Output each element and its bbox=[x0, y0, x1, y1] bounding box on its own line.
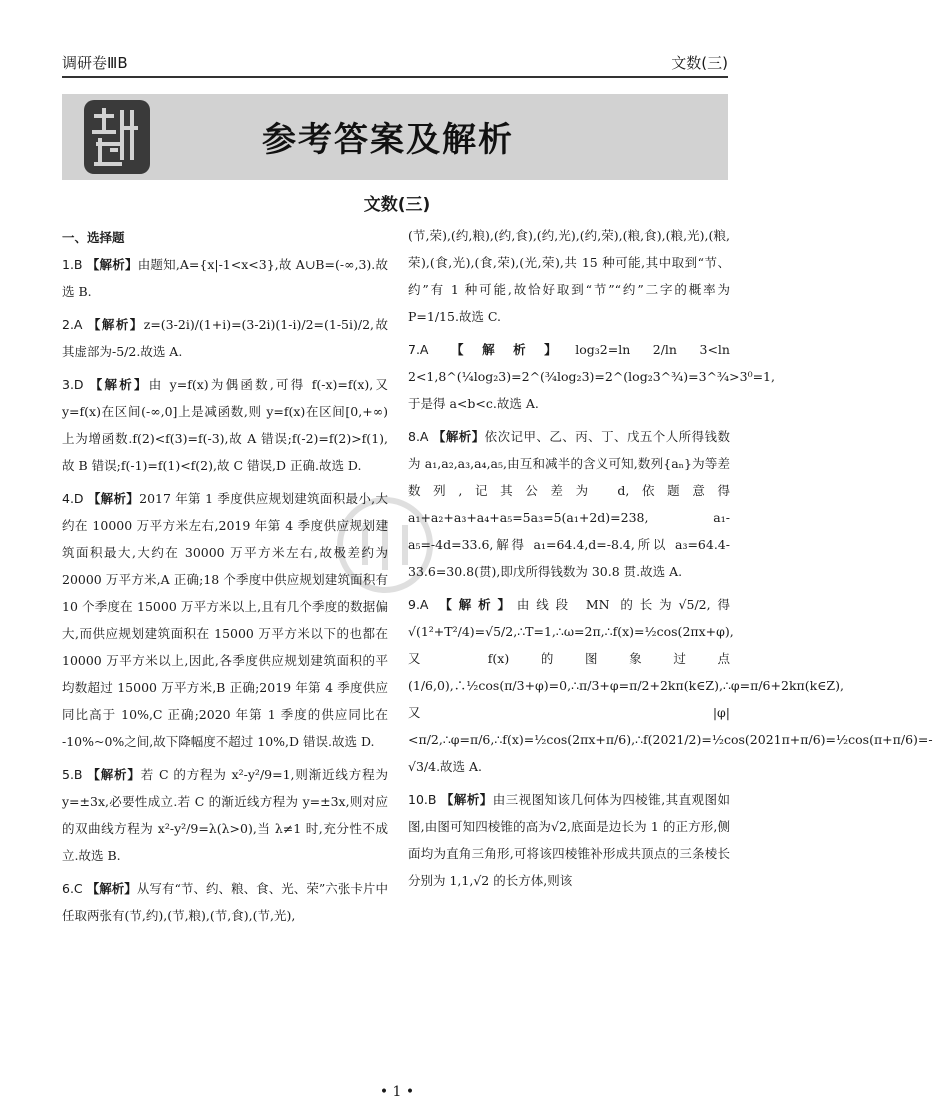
answer-text: 2017 年第 1 季度供应规划建筑面积最小,大约在 10000 万平方米左右,2019 年第 4 季度供应规划建筑面积最大,大约在 30000 万平方米左右,故极差约为 20000 万平方米,A 正确;18 个季度中供应规划建筑面积有 10 个季度在 15000 万平方米以上,且有几个季度的数据偏大,而供应规划建筑面积在 15000 万平方米以下的也都在 10000 万平方米以上,因此,各季度供应规划建筑面积的平均数超过 15000 万平方米,B 正确;2019 年第 4 季度供应同比高于 10%,C 正确;2020 年第 1 季度的供应同比在 -10%~0%之间,故下降幅度不超过 10%,D 错误.故选 D. bbox=[62, 491, 388, 749]
answer-item bbox=[62, 485, 388, 755]
answer-item bbox=[62, 875, 388, 929]
answer-number: 8.A bbox=[408, 429, 429, 444]
answer-number: 4.D bbox=[62, 491, 84, 506]
seal-logo-icon bbox=[82, 98, 152, 176]
right-column bbox=[408, 222, 933, 900]
answer-text: 若 C 的方程为 x²-y²/9=1,则渐近线方程为 y=±3x,必要性成立.若 C 的渐近线方程为 y=±3x,则对应的双曲线方程为 x²-y²/9=λ(λ>0),当 λ≠1 时,充分性不成立.故选 B. bbox=[62, 767, 388, 863]
analysis-tag: 【解析】 bbox=[87, 767, 141, 782]
analysis-tag: 【解析】 bbox=[439, 597, 517, 612]
answer-text: 从写有“节、约、粮、食、光、荣”六张卡片中任取两张有(节,约),(节,粮),(节,食),(节,光), bbox=[62, 881, 388, 923]
header-left-label: 调研卷ⅢB bbox=[62, 54, 128, 72]
choice-heading: 一、选择题 bbox=[62, 230, 125, 245]
answer-text: 由三视图知该几何体为四棱锥,其直观图如图,由图可知四棱锥的高为√2,底面是边长为 1 的正方形,侧面均为直角三角形,可将该四棱锥补形成共顶点的三条棱长分别为 1,1,√2 的长方体,则该 bbox=[408, 792, 730, 888]
page-number: • 1 • bbox=[379, 1084, 415, 1100]
answer-number: 9.A bbox=[408, 597, 429, 612]
analysis-tag: 【解析】 bbox=[87, 491, 140, 506]
section-title: 文数(三) bbox=[363, 195, 431, 215]
answer-text: log₃2=ln 2/ln 3<ln 2<1,8^(¼log₂3)=2^(¾log₂3)=2^(log₂3^¾)=3^¾>3⁰=1,于是得 a<b<c.故选 A. bbox=[408, 342, 775, 411]
analysis-tag: 【解析】 bbox=[89, 377, 149, 392]
header-right-label: 文数(三) bbox=[671, 54, 728, 72]
left-column bbox=[62, 224, 388, 935]
answer-item bbox=[408, 336, 775, 417]
answer-text: 依次记甲、乙、丙、丁、戊五个人所得钱数为 a₁,a₂,a₃,a₄,a₅,由互和减半的含义可知,数列{aₙ}为等差数列,记其公差为 d,依题意得 a₁+a₂+a₃+a₄+a₅=5a₃=5(a₁+2d)=238, a₁-a₅=-4d=33.6,解得 a₁=64.4,d=-8.4,所以 a₃=64.4-33.6=30.8(贯),即戊所得钱数为 30.8 贯.故选 A. bbox=[408, 429, 730, 579]
answer-number: 5.B bbox=[62, 767, 83, 782]
analysis-tag: 【解析】 bbox=[86, 257, 138, 272]
banner-title: 参考答案及解析 bbox=[262, 120, 514, 160]
answer-text: 由题知,A={x|-1<x<3},故 A∪B=(-∞,3).故选 B. bbox=[62, 257, 388, 299]
answer-item bbox=[408, 591, 933, 780]
answer-number: 1.B bbox=[62, 257, 83, 272]
answer-text: 由 y=f(x)为偶函数,可得 f(-x)=f(x),又 y=f(x)在区间(-∞,0]上是减函数,则 y=f(x)在区间[0,+∞)上为增函数.f(2)<f(3)=f(-3),故 A 错误;f(-2)=f(2)>f(1),故 B 错误;f(-1)=f(1)<f(2),故 C 错误,D 正确.故选 D. bbox=[62, 377, 388, 473]
answer-item bbox=[62, 311, 388, 365]
answer-number: 3.D bbox=[62, 377, 84, 392]
answer-item bbox=[408, 786, 730, 894]
answer-number: 2.A bbox=[62, 317, 83, 332]
answer-text: z=(3-2i)/(1+i)=(3-2i)(1-i)/2=(1-5i)/2,故其虚部为-5/2.故选 A. bbox=[62, 317, 388, 359]
answer-text: 由线段 MN 的长为√5/2,得√(1²+T²/4)=√5/2,∴T=1,∴ω=2π,∴f(x)=½cos(2πx+φ),又 f(x)的图象过点(1/6,0),∴½cos(π/3+φ)=0,∴π/3+φ=π/2+2kπ(k∈Z),∴φ=π/6+2kπ(k∈Z),又|φ|<π/2,∴φ=π/6,∴f(x)=½cos(2πx+π/6),∴f(2021/2)=½cos(2021π+π/6)=½cos(π+π/6)=-√3/4.故选 A. bbox=[408, 597, 933, 774]
answer-number: 6.C bbox=[62, 881, 83, 896]
answer-item bbox=[62, 371, 388, 479]
answer-number: 10.B bbox=[408, 792, 437, 807]
answer-number: 7.A bbox=[408, 342, 429, 357]
answer-item bbox=[62, 251, 388, 305]
answer-text: (节,荣),(约,粮),(约,食),(约,光),(约,荣),(粮,食),(粮,光),(粮,荣),(食,光),(食,荣),(光,荣),共 15 种可能,其中取到“节、约”有 1 种可能,故恰好取到“节”“约”二字的概率为 P=1/15.故选 C. bbox=[408, 228, 730, 324]
page-header bbox=[62, 50, 728, 78]
analysis-tag: 【解析】 bbox=[86, 881, 137, 896]
answer-item bbox=[62, 761, 388, 869]
title-banner bbox=[62, 94, 728, 180]
analysis-tag: 【解析】 bbox=[451, 342, 576, 357]
answer-item bbox=[408, 423, 730, 585]
analysis-tag: 【解析】 bbox=[87, 317, 144, 332]
analysis-tag: 【解析】 bbox=[440, 792, 493, 807]
analysis-tag: 【解析】 bbox=[432, 429, 485, 444]
answer-item bbox=[408, 222, 730, 330]
